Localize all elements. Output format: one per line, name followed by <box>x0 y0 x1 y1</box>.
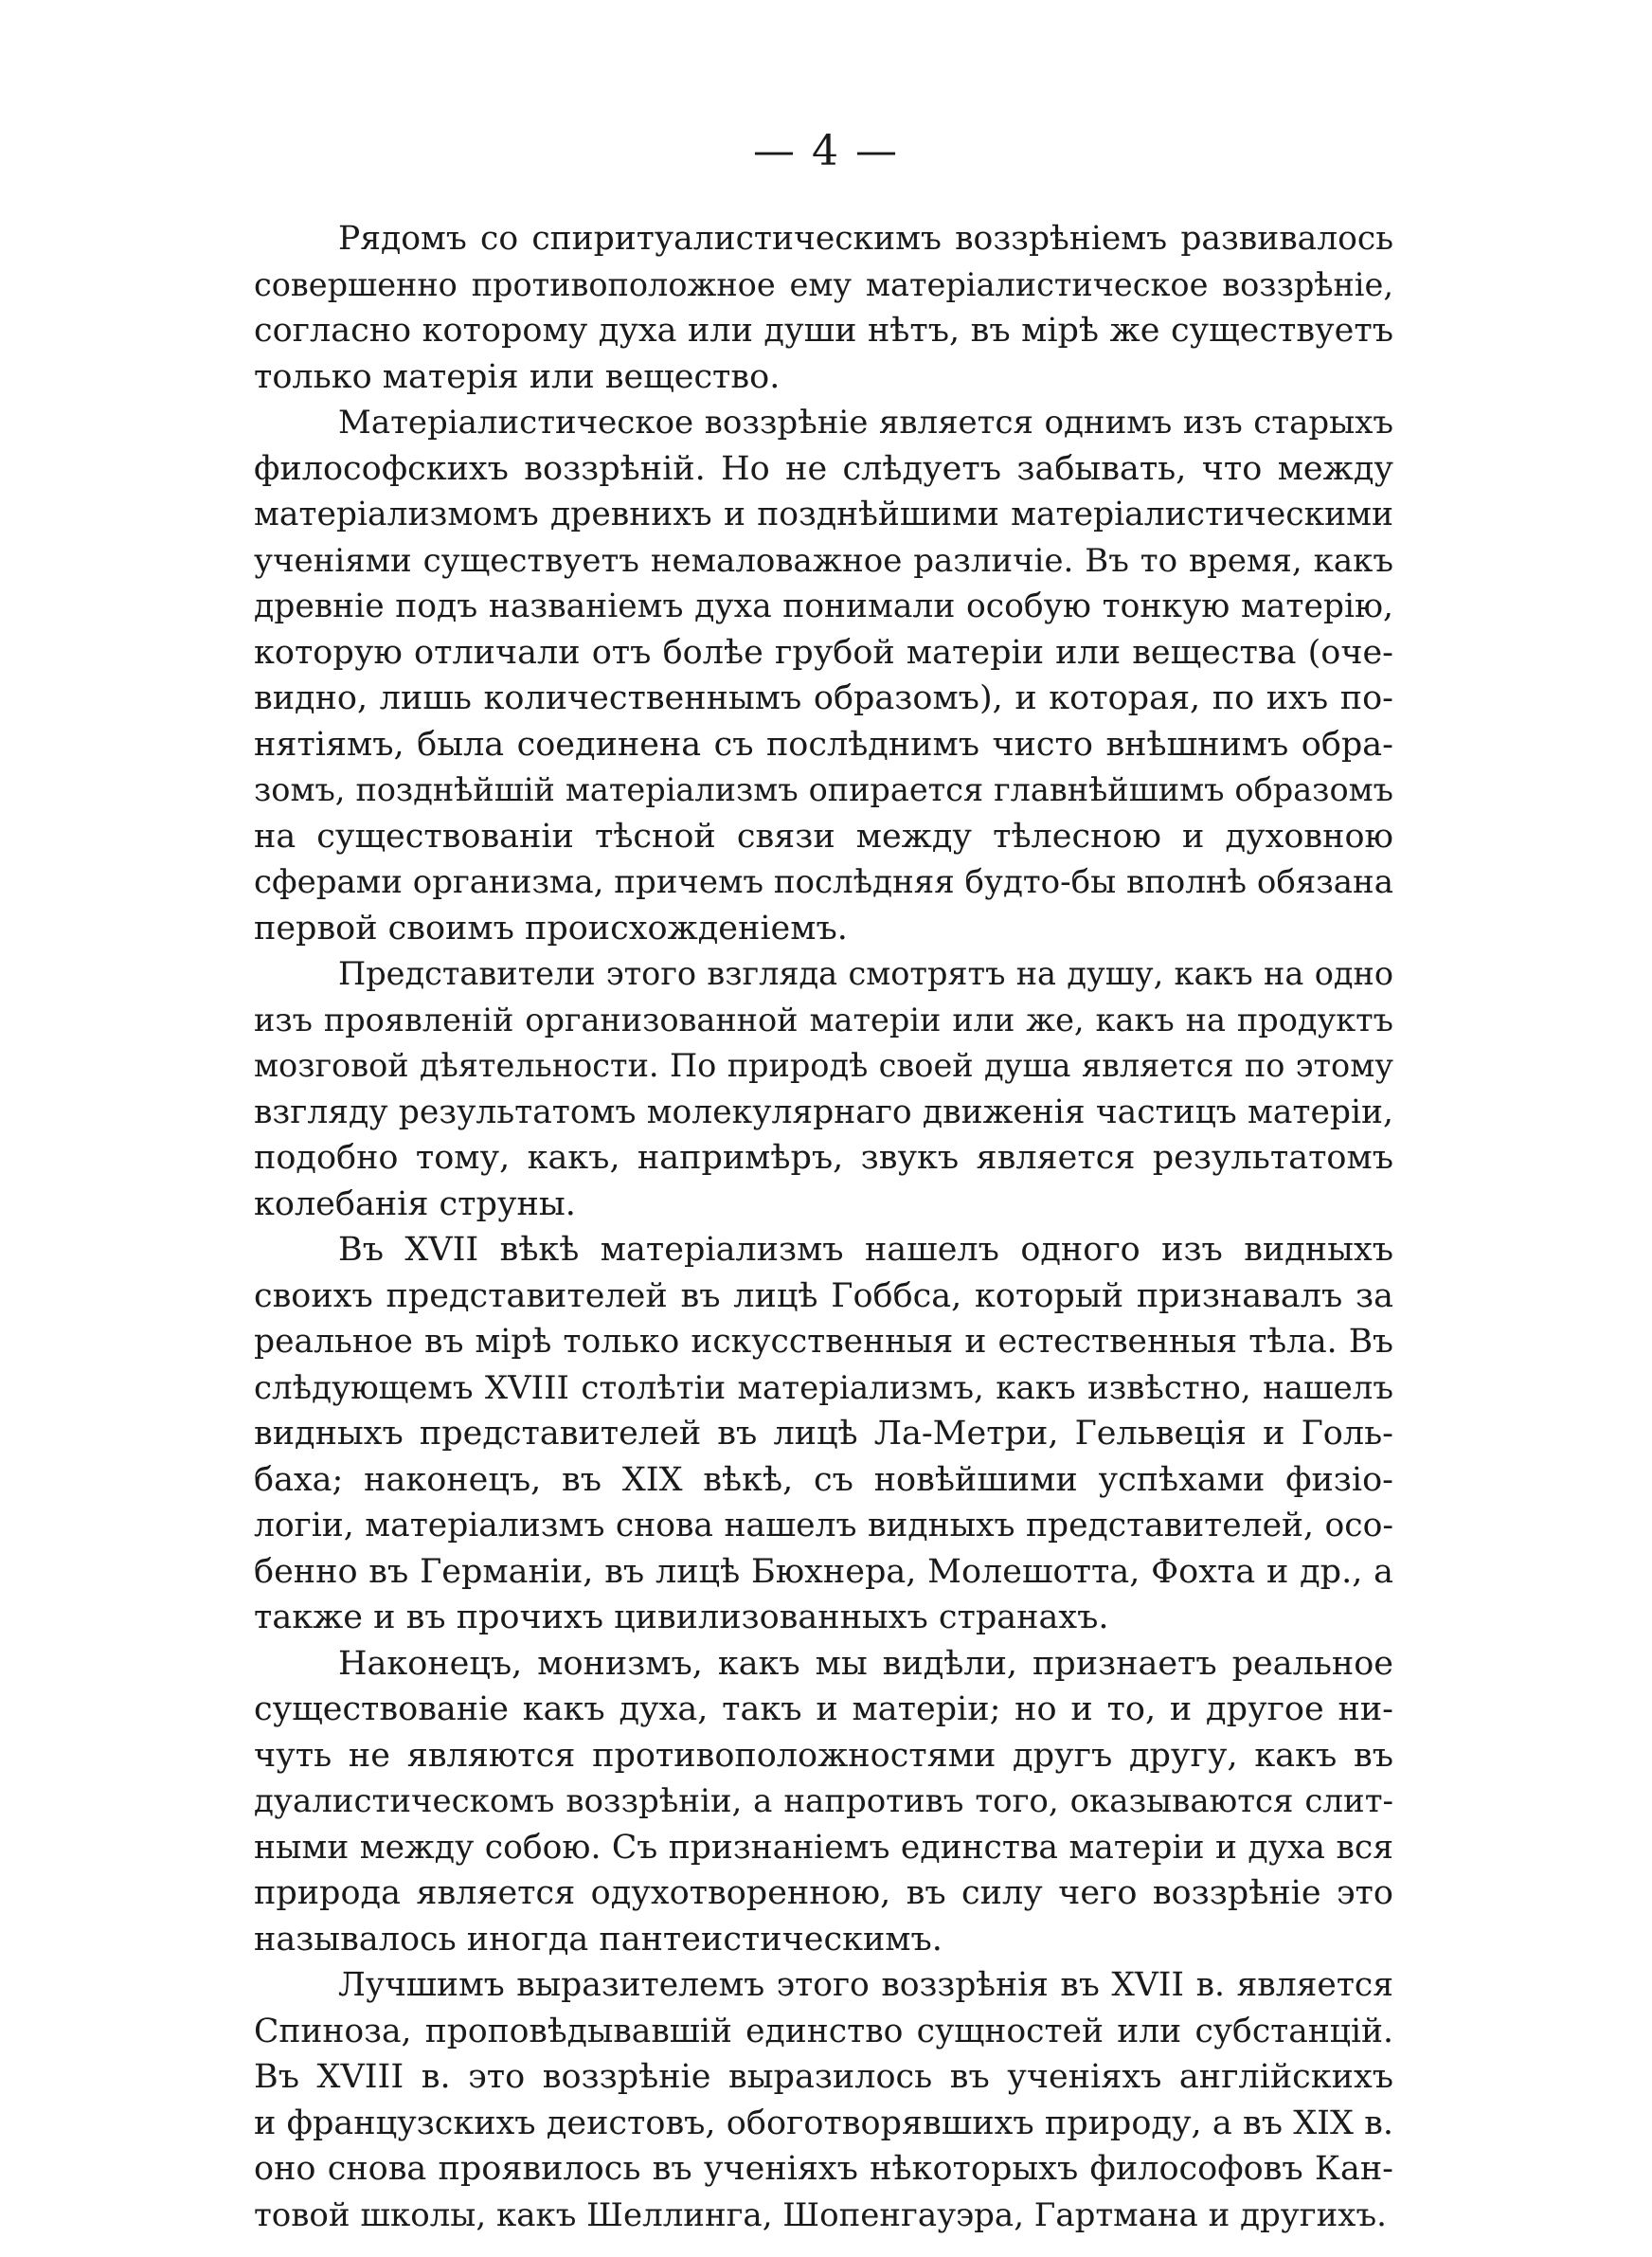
page-number: — 4 — <box>753 127 899 175</box>
text-line: Матеріалистическое воззрѣніе является однимъ изъ старыхъ <box>338 404 1393 442</box>
paragraph <box>254 400 1393 951</box>
text-line: бенно въ Германіи, въ лицѣ Бюхнера, Молешотта, Фохта и др., а <box>254 1552 1393 1591</box>
text-line: зомъ, позднѣйшій матеріализмъ опирается главнѣйшимъ образомъ <box>254 771 1393 808</box>
text-line: Спиноза, проповѣдывавшій единство сущностей или субстанцій. <box>254 2012 1393 2050</box>
text-line: Въ XVII вѣкѣ матеріализмъ нашелъ одного изъ видныхъ <box>338 1231 1393 1269</box>
text-line: баха; наконецъ, въ XIX вѣкѣ, съ новѣйшими успѣхами физіо- <box>254 1460 1393 1499</box>
text-line: подобно тому, какъ, напримѣръ, звукъ является результатомъ <box>254 1139 1393 1177</box>
text-line: ученіями существуетъ немаловажное различіе. Въ то время, какъ <box>254 541 1393 580</box>
text-line: дуалистическомъ воззрѣніи, а напротивъ того, оказываются слит- <box>254 1782 1393 1820</box>
text-line: Въ XVIII в. это воззрѣніе выразилось въ ученіяхъ англійскихъ <box>254 2058 1393 2096</box>
text-line: матеріализмомъ древнихъ и позднѣйшими матеріалистическими <box>254 496 1393 533</box>
text-line: чуть не являются противоположностями другъ другу, какъ въ <box>254 1736 1393 1775</box>
text-line: также и въ прочихъ цивилизованныхъ странахъ. <box>254 1598 1109 1636</box>
text-line: видно, лишь количественнымъ образомъ), и которая, по ихъ по- <box>254 679 1393 717</box>
text-line: мозговой дѣятельности. По природѣ своей душа является по этому <box>254 1047 1393 1084</box>
text-line: Лучшимъ выразителемъ этого воззрѣнія въ XVII в. является <box>338 1966 1393 2004</box>
text-line: изъ проявленій организованной матеріи или же, какъ на продуктъ <box>254 1001 1393 1038</box>
text-line: только матерія или вещество. <box>254 357 781 396</box>
text-line: слѣдующемъ XVIII столѣтіи матеріализмъ, какъ извѣстно, нашелъ <box>254 1368 1393 1407</box>
text-line: которую отличали отъ болѣе грубой матеріи или вещества (оче- <box>254 633 1393 672</box>
text-line: видныхъ представителей въ лицѣ Ла-Метри, Гельвеція и Голь- <box>254 1415 1393 1453</box>
text-line: называлось иногда пантеистическимъ. <box>254 1920 943 1959</box>
text-line: совершенно противоположное ему матеріалистическое воззрѣніе, <box>254 265 1393 303</box>
paragraph <box>254 216 1393 400</box>
text-line: оно снова проявилось въ ученіяхъ нѣкоторыхъ философовъ Кан- <box>254 2150 1393 2188</box>
text-line: Наконецъ, монизмъ, какъ мы видѣли, признаетъ реальное <box>338 1644 1393 1683</box>
text-line: своихъ представителей въ лицѣ Гоббса, который признавалъ за <box>254 1276 1393 1315</box>
text-line: древніе подъ названіемъ духа понимали особую тонкую матерію, <box>254 587 1393 625</box>
text-line: реальное въ мірѣ только искусственныя и естественныя тѣла. Въ <box>254 1323 1393 1361</box>
paragraph <box>254 1641 1393 1963</box>
text-line: и французскихъ деистовъ, обоготворявшихъ природу, а въ XIX в. <box>254 2104 1393 2142</box>
text-line: согласно которому духа или души нѣтъ, въ мірѣ же существуетъ <box>254 312 1393 350</box>
text-line: сферами организма, причемъ послѣдняя будто-бы вполнѣ обязана <box>254 863 1393 901</box>
text-line: Рядомъ со спиритуалистическимъ воззрѣніемъ развивалось <box>338 220 1393 258</box>
paragraph <box>254 1227 1393 1641</box>
text-line: существованіе какъ духа, такъ и матеріи; но и то, и другое ни- <box>254 1690 1393 1728</box>
text-line: колебанія струны. <box>254 1184 576 1223</box>
body-text <box>254 216 1393 2238</box>
text-line: природа является одухотворенною, въ силу чего воззрѣніе это <box>254 1874 1393 1912</box>
paragraph <box>254 951 1393 1227</box>
text-line: на существованіи тѣсной связи между тѣлесною и духовною <box>254 817 1393 856</box>
text-line: философскихъ воззрѣній. Но не слѣдуетъ забывать, что между <box>254 449 1393 488</box>
text-line: ными между собою. Съ признаніемъ единства матеріи и духа вся <box>254 1828 1393 1867</box>
text-line: нятіямъ, была соединена съ послѣднимъ чисто внѣшнимъ обра- <box>254 725 1393 764</box>
paragraph <box>254 1962 1393 2238</box>
text-line: товой школы, какъ Шеллинга, Шопенгауэра, Гартмана и другихъ. <box>254 2195 1387 2234</box>
text-line: взгляду результатомъ молекулярнаго движенія частицъ матеріи, <box>254 1092 1393 1131</box>
text-line: логіи, матеріализмъ снова нашелъ видныхъ представителей, осо- <box>254 1507 1393 1544</box>
text-line: первой своимъ происхожденіемъ. <box>254 909 848 948</box>
text-line: Представители этого взгляда смотрятъ на душу, какъ на одно <box>338 955 1393 992</box>
